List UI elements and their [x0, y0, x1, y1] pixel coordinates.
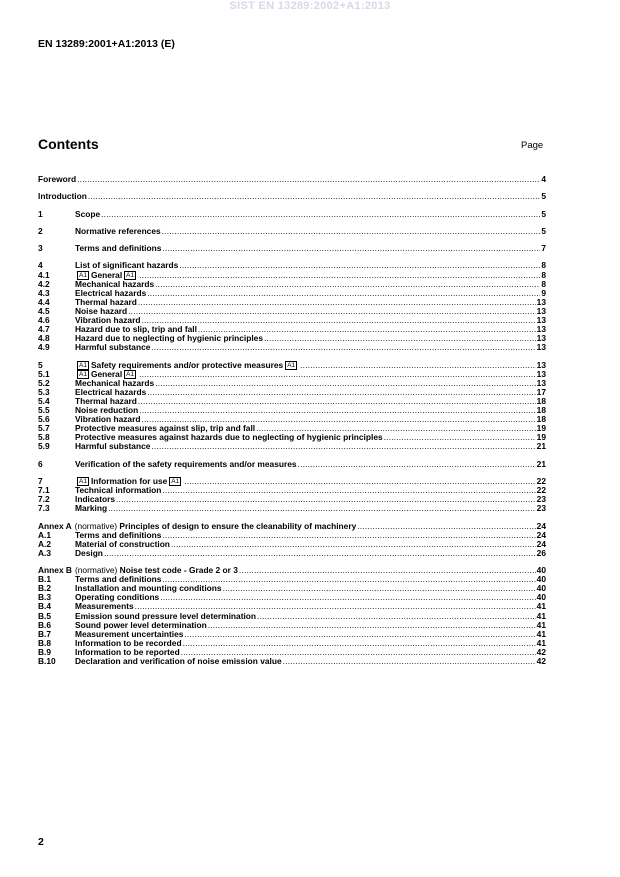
- toc-entry-page: 40: [536, 565, 546, 576]
- toc-entry-page: 41: [536, 637, 546, 648]
- toc-entry[interactable]: [38, 192, 546, 201]
- toc-entry-number: 4.6: [38, 314, 50, 325]
- toc-entry-title-text: Vibration hazard: [75, 314, 141, 325]
- toc-entry-title-text: Harmful substance: [75, 342, 151, 353]
- toc-entry[interactable]: [38, 495, 546, 504]
- toc-entry[interactable]: [38, 244, 546, 253]
- dot-leader: [162, 244, 540, 253]
- toc-entry[interactable]: [38, 657, 546, 666]
- dot-leader: [179, 261, 540, 270]
- toc-entry[interactable]: [38, 175, 546, 184]
- dot-leader: [139, 370, 536, 379]
- toc-entry-number: Annex A: [38, 520, 72, 531]
- toc-entry-page: 18: [536, 395, 546, 406]
- toc-entry-page: 5: [541, 191, 546, 202]
- dot-leader: [151, 442, 535, 451]
- toc-entry-number: 5.7: [38, 423, 50, 434]
- dot-leader: [116, 495, 536, 504]
- dot-leader: [298, 460, 536, 469]
- toc-entry-page: 13: [536, 314, 546, 325]
- toc-entry-page: 5: [541, 208, 546, 219]
- toc-entry-number: 4.3: [38, 287, 50, 298]
- toc-entry-page: 40: [536, 583, 546, 594]
- toc-entry-title-text: Normative references: [75, 225, 161, 236]
- toc-entry-title-text: Terms and definitions: [75, 574, 162, 585]
- toc-entry-number: 3: [38, 243, 43, 254]
- toc-entry-number: 5.3: [38, 386, 50, 397]
- toc-entry-title-text: Installation and mounting conditions: [75, 583, 222, 594]
- toc-entry-page: 42: [536, 656, 546, 666]
- watermark: SIST EN 13289:2002+A1:2013: [229, 0, 391, 12]
- toc-entry-page: 41: [536, 610, 546, 621]
- page-number: 2: [38, 836, 44, 848]
- toc-entry-title-text: Mechanical hazards: [75, 278, 155, 289]
- toc-entry-page: 13: [536, 359, 546, 370]
- toc-entry-page: 21: [536, 441, 546, 452]
- dot-leader: [162, 486, 535, 495]
- toc-entry-number: 2: [38, 225, 43, 236]
- toc-entry-number: A.3: [38, 547, 52, 558]
- toc-entry-number: 4: [38, 260, 43, 271]
- toc-entry-number: 7: [38, 475, 43, 486]
- toc-entry-title-text: Emission sound pressure level determination: [75, 610, 257, 621]
- toc-entry-page: 13: [536, 305, 546, 316]
- document-id: EN 13289:2001+A1:2013 (E): [38, 38, 175, 50]
- toc-entry-number: 6: [38, 458, 43, 469]
- toc-entry-number: 7.3: [38, 503, 50, 514]
- toc-entry-number: B.1: [38, 574, 52, 585]
- toc-entry[interactable]: [38, 343, 546, 352]
- toc-entry-title-text: Safety requirements and/or protective measures: [90, 359, 284, 370]
- toc-entry-page: 24: [536, 538, 546, 549]
- toc-entry-page: 22: [536, 485, 546, 496]
- dot-leader: [101, 210, 540, 219]
- toc-entry-title-text: Thermal hazard: [75, 395, 137, 406]
- toc-entry-number: Foreword: [38, 174, 77, 184]
- toc-entry-page: 23: [536, 494, 546, 505]
- amendment-start-marker: A1: [79, 361, 87, 369]
- toc-entry[interactable]: [38, 549, 546, 558]
- toc-entry-page: 24: [536, 520, 546, 531]
- toc-entry-title-text: Operating conditions: [75, 592, 160, 603]
- toc-entry-page: 41: [536, 601, 546, 612]
- toc-entry-title-text: Protective measures against slip, trip and fall: [75, 423, 256, 434]
- toc-entry-page: 9: [541, 287, 546, 298]
- toc-entry-number: 5.9: [38, 441, 50, 452]
- dot-leader: [139, 271, 540, 280]
- toc-entry-title-text: List of significant hazards: [75, 260, 179, 271]
- dot-leader: [155, 379, 536, 388]
- page-title: Contents: [38, 136, 99, 152]
- dot-leader: [155, 280, 540, 289]
- toc-entry-number: B.9: [38, 646, 52, 657]
- amendment-start-marker: A1: [79, 271, 87, 279]
- toc-entry-number: 5.8: [38, 432, 50, 443]
- toc-entry-title-text: Design: [75, 547, 103, 558]
- dot-leader: [257, 612, 536, 621]
- toc-entry-title: [75, 227, 161, 236]
- toc-entry-title-text: Declaration and verification of noise emission value: [75, 656, 282, 666]
- toc-entry-page: 40: [536, 592, 546, 603]
- toc-entry-page: 22: [536, 475, 546, 486]
- toc-entry-title: [75, 244, 161, 253]
- toc-entry-title-text: Principles of design to ensure the cleanability of machinery: [119, 520, 357, 531]
- toc-entry-title-text: Information to be recorded: [75, 637, 182, 648]
- toc-entry-number: 4.9: [38, 342, 50, 353]
- dot-leader: [151, 343, 535, 352]
- toc-entry-page: 5: [541, 225, 546, 236]
- toc-entry-number: 4.2: [38, 278, 50, 289]
- dot-leader: [208, 621, 536, 630]
- toc-entry-page: 40: [536, 574, 546, 585]
- amendment-start-marker: A1: [79, 477, 87, 485]
- toc-entry-number: 5.4: [38, 395, 50, 406]
- dot-leader: [264, 334, 536, 343]
- toc-entry-page: 8: [541, 260, 546, 271]
- toc-entry-title-text: Sound power level determination: [75, 619, 207, 630]
- toc-entry-number: Annex B: [38, 565, 72, 576]
- table-of-contents: [38, 175, 546, 666]
- dot-leader: [138, 397, 536, 406]
- toc-entry-page: 13: [536, 333, 546, 344]
- toc-entry-number: 4.1: [38, 269, 50, 280]
- toc-entry-number: A.2: [38, 538, 52, 549]
- toc-entry[interactable]: [38, 460, 546, 469]
- toc-entry-title-text: Measurement uncertainties: [75, 628, 184, 639]
- toc-entry-page: 4: [541, 174, 546, 184]
- toc-entry-title-text: Thermal hazard: [75, 296, 137, 307]
- dot-leader: [88, 192, 540, 201]
- toc-entry-number: 7.2: [38, 494, 50, 505]
- dot-leader: [104, 549, 536, 558]
- toc-entry-page: 17: [536, 386, 546, 397]
- toc-entry-title-text: Noise test code - Grade 2 or 3: [119, 565, 238, 576]
- amendment-end-marker: A1: [171, 477, 180, 485]
- amendment-end-marker: A1: [287, 361, 296, 369]
- amendment-end-marker: A1: [126, 271, 135, 279]
- dot-leader: [223, 584, 536, 593]
- toc-entry-number: 4.5: [38, 305, 50, 316]
- dot-leader: [184, 630, 535, 639]
- dot-leader: [239, 566, 536, 575]
- amendment-end-marker: A1: [126, 370, 135, 378]
- amendment-start-marker: A1: [79, 370, 87, 378]
- toc-entry-page: 13: [536, 368, 546, 379]
- toc-entry-title: [75, 210, 100, 219]
- toc-entry-title-text: Harmful substance: [75, 441, 151, 452]
- toc-entry-title-text: Noise hazard: [75, 305, 128, 316]
- toc-entry-title-text: Hazard due to slip, trip and fall: [75, 324, 197, 335]
- toc-entry-title-text: Scope: [75, 208, 101, 219]
- toc-entry-page: 13: [536, 342, 546, 353]
- dot-leader: [77, 175, 540, 184]
- toc-entry-page: 21: [536, 458, 546, 469]
- toc-entry-number: B.5: [38, 610, 52, 621]
- toc-entry-title-text: Terms and definitions: [75, 529, 162, 540]
- toc-entry-page: 8: [541, 269, 546, 280]
- toc-entry-number: Introduction: [38, 191, 87, 202]
- toc-entry-number: 5.1: [38, 368, 50, 379]
- toc-entry-number: 1: [38, 208, 43, 219]
- toc-entry-number: A.1: [38, 529, 52, 540]
- toc-entry-title-text: Information for use: [90, 475, 168, 486]
- dot-leader: [283, 657, 536, 666]
- toc-entry-title: [75, 657, 282, 666]
- toc-entry-page: 26: [536, 547, 546, 558]
- toc-entry-title-text: Technical information: [75, 485, 162, 496]
- toc-entry-title: [75, 549, 103, 558]
- dot-leader: [147, 289, 540, 298]
- toc-entry-number: B.6: [38, 619, 52, 630]
- dot-leader: [162, 227, 541, 236]
- dot-leader: [357, 522, 535, 531]
- toc-entry-number: 5.6: [38, 414, 50, 425]
- toc-entry-page: 19: [536, 423, 546, 434]
- toc-entry-number: B.10: [38, 656, 56, 666]
- dot-leader: [128, 307, 536, 316]
- dot-leader: [300, 361, 536, 370]
- dot-leader: [139, 406, 535, 415]
- toc-entry-number: 4.7: [38, 324, 50, 335]
- toc-entry-title-text: General: [90, 269, 123, 280]
- annex-type: (normative): [74, 565, 118, 576]
- toc-entry-title-text: Material of construction: [75, 538, 170, 549]
- dot-leader: [183, 639, 536, 648]
- toc-entry-page: 13: [536, 377, 546, 388]
- toc-entry-page: 18: [536, 405, 546, 415]
- dot-leader: [147, 388, 535, 397]
- toc-entry-title-text: Marking: [75, 503, 108, 514]
- page-column-label: Page: [521, 140, 544, 151]
- toc-entry-title-text: Noise reduction: [75, 405, 139, 415]
- dot-leader: [138, 298, 536, 307]
- toc-entry[interactable]: [38, 210, 546, 219]
- toc-entry[interactable]: [38, 504, 546, 513]
- toc-entry-title: [75, 343, 150, 352]
- toc-entry-page: 42: [536, 646, 546, 657]
- dot-leader: [384, 433, 536, 442]
- toc-entry[interactable]: [38, 442, 546, 451]
- toc-entry-number: B.4: [38, 601, 52, 612]
- toc-entry-page: 19: [536, 432, 546, 443]
- dot-leader: [162, 531, 535, 540]
- toc-entry-page: 18: [536, 414, 546, 425]
- toc-entry-number: 5: [38, 359, 43, 370]
- toc-entry-page: 41: [536, 619, 546, 630]
- toc-entry-title-text: Electrical hazards: [75, 287, 147, 298]
- toc-entry-number: 4.4: [38, 296, 50, 307]
- toc-entry-page: 23: [536, 503, 546, 514]
- toc-entry-title-text: Protective measures against hazards due to neglecting of hygienic principles: [75, 432, 383, 443]
- toc-entry-title: [75, 460, 297, 469]
- toc-entry-title-text: Terms and definitions: [75, 243, 162, 254]
- toc-entry-title-text: Measurements: [75, 601, 134, 612]
- toc-entry-page: 8: [541, 278, 546, 289]
- toc-entry-number: 5.2: [38, 377, 50, 388]
- toc-entry-title-text: Hazard due to neglecting of hygienic principles: [75, 333, 263, 344]
- toc-entry[interactable]: [38, 227, 546, 236]
- toc-entry[interactable]: [38, 540, 546, 549]
- toc-entry-title-text: Electrical hazards: [75, 386, 147, 397]
- toc-entry-title-text: Vibration hazard: [75, 414, 141, 425]
- toc-entry-title-text: Mechanical hazards: [75, 377, 155, 388]
- dot-leader: [141, 316, 535, 325]
- toc-entry-title-text: Information to be reported: [75, 646, 180, 657]
- toc-entry-number: B.8: [38, 637, 52, 648]
- toc-entry-page: 13: [536, 324, 546, 335]
- toc-entry-number: 7.1: [38, 485, 50, 496]
- toc-entry-page: 41: [536, 628, 546, 639]
- annex-type: (normative): [74, 520, 118, 531]
- toc-entry-number: B.2: [38, 583, 52, 594]
- toc-entry-title: [75, 442, 150, 451]
- toc-entry-title-text: Verification of the safety requirements and/or measures: [75, 458, 297, 469]
- toc-entry-number: 5.5: [38, 405, 50, 415]
- dot-leader: [171, 540, 536, 549]
- dot-leader: [160, 593, 535, 602]
- dot-leader: [184, 477, 535, 486]
- toc-entry-number: B.7: [38, 628, 52, 639]
- toc-entry-page: 13: [536, 296, 546, 307]
- toc-entry-number: 4.8: [38, 333, 50, 344]
- dot-leader: [108, 504, 536, 513]
- toc-entry-page: 7: [541, 243, 546, 254]
- toc-entry-title-text: General: [90, 368, 123, 379]
- toc-entry-title: [75, 504, 107, 513]
- toc-entry-page: 24: [536, 529, 546, 540]
- toc-entry-title-text: Indicators: [75, 494, 116, 505]
- toc-entry-number: B.3: [38, 592, 52, 603]
